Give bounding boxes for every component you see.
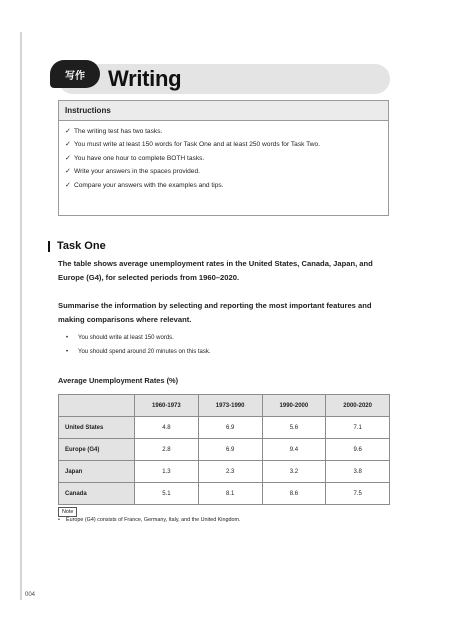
- check-icon: ✓: [65, 141, 71, 149]
- row-label: Japan: [59, 461, 135, 483]
- table-cell: 3.2: [262, 461, 326, 483]
- note-label: Note: [58, 507, 77, 517]
- table-cell: 2.8: [135, 439, 199, 461]
- bullet-item: • You should write at least 150 words.: [66, 335, 174, 341]
- check-icon: ✓: [65, 128, 71, 135]
- note-text: • Europe (G4) consists of France, Germany, Italy, and the United Kingdom.: [58, 517, 241, 523]
- column-header: 2000-2020: [326, 395, 390, 417]
- row-label: United States: [59, 417, 135, 439]
- bullet-icon: •: [58, 517, 60, 523]
- check-icon: ✓: [65, 181, 71, 189]
- bullet-item: • You should spend around 20 minutes on this task.: [66, 349, 211, 355]
- instruction-item: ✓ You must write at least 150 words for Task One and at least 250 words for Task Two.: [65, 141, 321, 149]
- table-cell: 2.3: [198, 461, 262, 483]
- table-corner-cell: [59, 395, 135, 417]
- table-cell: 7.1: [326, 417, 390, 439]
- instruction-item: ✓ The writing test has two tasks.: [65, 128, 163, 135]
- instructions-box: [58, 100, 389, 216]
- table-cell: 4.8: [135, 417, 199, 439]
- unemployment-table: [58, 394, 390, 505]
- page-margin-rule: [20, 32, 22, 600]
- table-cell: 9.6: [326, 439, 390, 461]
- table-row: [59, 483, 390, 505]
- row-label: Europe (G4): [59, 439, 135, 461]
- task-heading: [48, 240, 106, 252]
- task-bullets: [66, 334, 211, 362]
- page-title: Writing: [108, 66, 182, 91]
- table-row: [59, 417, 390, 439]
- instruction-item: ✓ You have one hour to complete BOTH tasks.: [65, 154, 205, 162]
- task-title-text: Task One: [57, 240, 106, 252]
- column-header: 1990-2000: [262, 395, 326, 417]
- check-icon: ✓: [65, 168, 71, 176]
- table-cell: 8.6: [262, 483, 326, 505]
- column-header: 1973-1990: [198, 395, 262, 417]
- instructions-heading: Instructions: [59, 101, 388, 121]
- table-cell: 6.9: [198, 417, 262, 439]
- table-caption: Average Unemployment Rates (%): [58, 376, 179, 385]
- column-header: 1960-1973: [135, 395, 199, 417]
- bullet-icon: •: [66, 349, 69, 355]
- table-cell: 8.1: [198, 483, 262, 505]
- table-row: [59, 461, 390, 483]
- instructions-list: [59, 121, 388, 191]
- row-label: Canada: [59, 483, 135, 505]
- table-cell: 7.5: [326, 483, 390, 505]
- table-header-row: [59, 395, 390, 417]
- check-icon: ✓: [65, 154, 71, 162]
- page-number: 004: [25, 592, 36, 598]
- table-cell: 6.9: [198, 439, 262, 461]
- table-cell: 5.6: [262, 417, 326, 439]
- section-badge: 写作: [50, 60, 100, 88]
- instruction-item: ✓ Write your answers in the spaces provided.: [65, 168, 200, 176]
- task-prompt: The table shows average unemployment rates in the United States, Canada, Japan, and Europe (G4), for selected periods from 1960–2020.: [58, 259, 373, 282]
- table-cell: 5.1: [135, 483, 199, 505]
- heading-bar: [48, 241, 50, 252]
- instruction-item: ✓ Compare your answers with the examples and tips.: [65, 181, 224, 189]
- table-cell: 9.4: [262, 439, 326, 461]
- table-cell: 3.8: [326, 461, 390, 483]
- task-instruction: Summarise the information by selecting and reporting the most important features and making comparisons where relevant.: [58, 301, 372, 324]
- table-cell: 1.3: [135, 461, 199, 483]
- table-row: [59, 439, 390, 461]
- bullet-icon: •: [66, 335, 69, 341]
